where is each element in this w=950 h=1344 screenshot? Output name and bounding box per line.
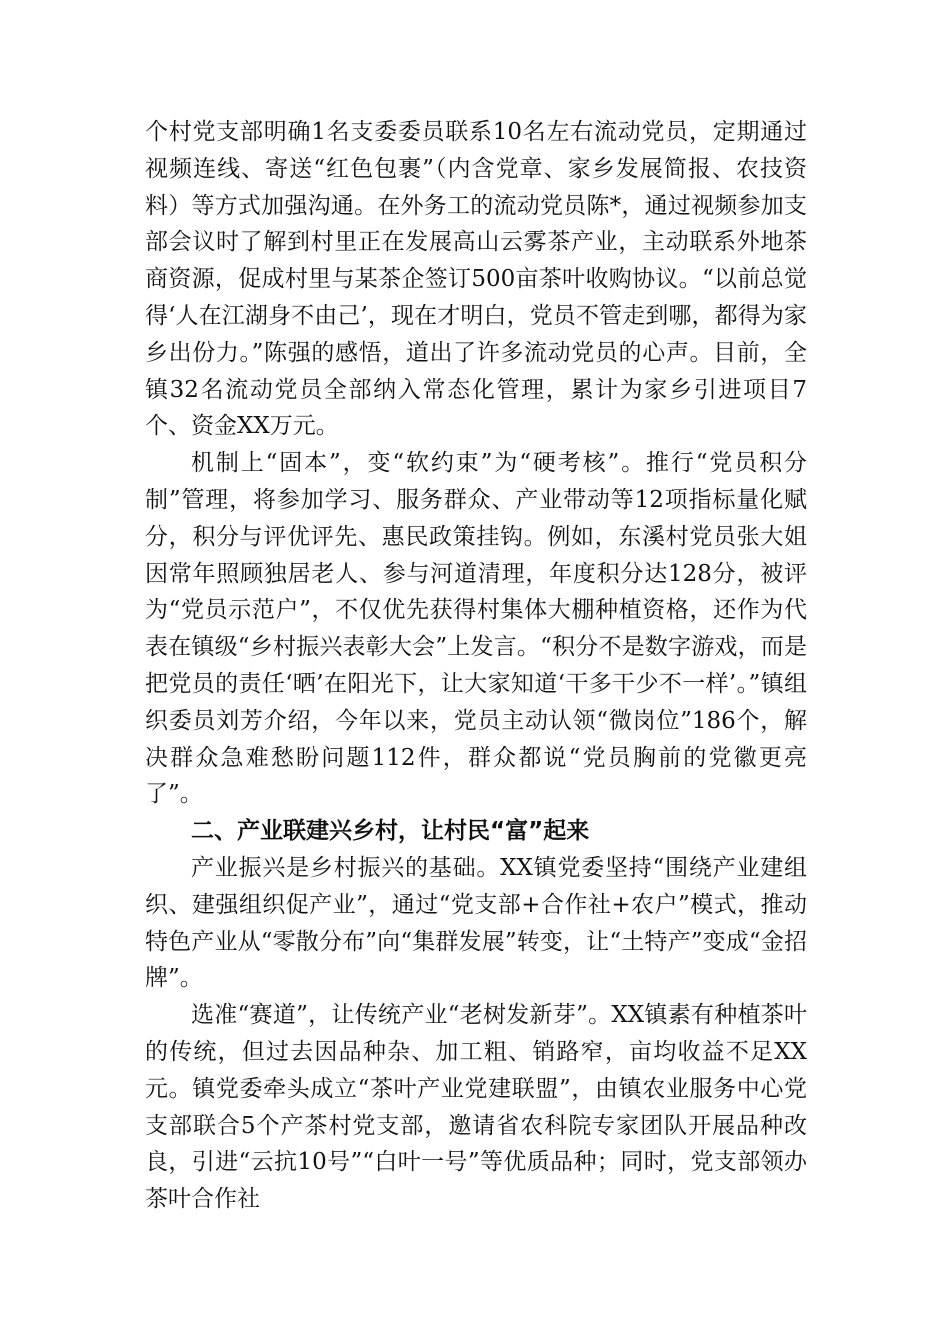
document-body xyxy=(145,114,807,1218)
paragraph-continuation: 个村党支部明确1名支委委员联系10名左右流动党员，定期通过视频连线、寄送“红色包裹”（内含党章、家乡发展简报、农技资料）等方式加强沟通。在外务工的流动党员陈*，通过视频参加支部会议时了解到村里正在发展高山云雾茶产业，主动联系外地茶商资源，促成村里与某茶企签订500亩茶叶收购协议。“以前总觉得‘人在江湖身不由己’，现在才明白，党员不管走到哪，都得为家乡出份力。”陈强的感悟，道出了许多流动党员的心声。目前，全镇32名流动党员全部纳入常态化管理，累计为家乡引进项目7个、资金XX万元。 xyxy=(145,119,807,440)
paragraph-industry-intro: 产业振兴是乡村振兴的基础。XX镇党委坚持“围绕产业建组织、建强组织促产业”，通过“党支部+合作社+农户”模式，推动特色产业从“零散分布”向“集群发展”转变，让“土特产”变成“金招牌”。 xyxy=(145,854,807,992)
paragraph-tea-industry: 选准“赛道”，让传统产业“老树发新芽”。XX镇素有种植茶叶的传统，但过去因品种杂、加工粗、销路窄，亩均收益不足XX元。镇党委牵头成立“茶叶产业党建联盟”，由镇农业服务中心党支部联合5个产茶村党支部，邀请省农科院专家团队开展品种改良，引进“云抗10号”“白叶一号”等优质品种；同时，党支部领办茶叶合作社 xyxy=(145,1002,807,1213)
section-heading-industry: 二、产业联建兴乡村，让村民“富”起来 xyxy=(191,818,590,845)
paragraph-mechanism: 机制上“固本”，变“软约束”为“硬考核”。推行“党员积分制”管理，将参加学习、服务群众、产业带动等12项指标量化赋分，积分与评优评先、惠民政策挂钩。例如，东溪村党员张大姐因常年照顾独居老人、参与河道清理，年度积分达128分，被评为“党员示范户”，不仅优先获得村集体大棚种植资格，还作为代表在镇级“乡村振兴表彰大会”上发言。“积分不是数字游戏，而是把党员的责任‘晒’在阳光下，让大家知道‘干多干少不一样’。”镇组织委员刘芳介绍，今年以来，党员主动认领“微岗位”186个，解决群众急难愁盼问题112件，群众都说“党员胸前的党徽更亮了”。 xyxy=(145,450,807,808)
